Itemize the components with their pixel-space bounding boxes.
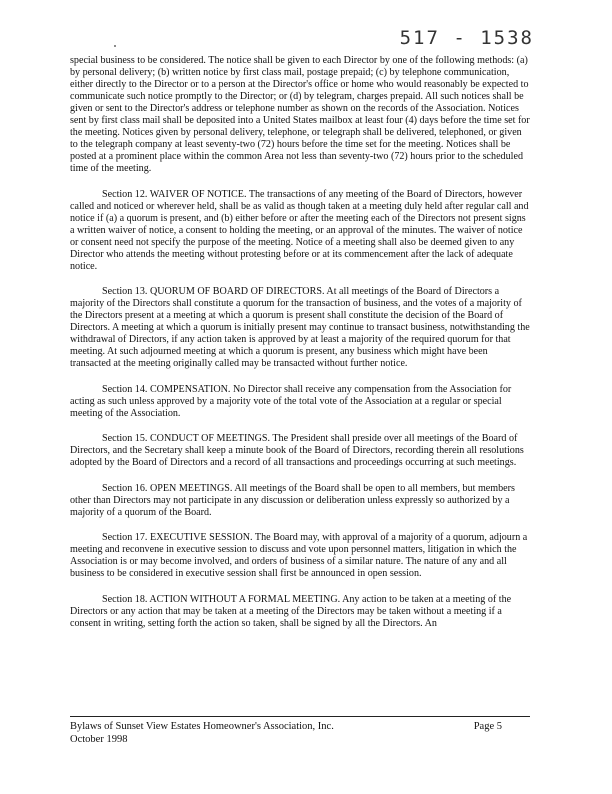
page-stamp-number: 517 - 1538 (399, 27, 534, 49)
footer-divider (70, 716, 530, 717)
paragraph-section-13: Section 13. QUORUM OF BOARD OF DIRECTORS. At all meetings of the Board of Directors a majority of the Directors shall constitute a quorum for the transaction of business, and the votes of a majority of the Directors present at a meeting at which a quorum is present shall constitute the decision of the Board of Directors. A meeting at which a quorum is initially present may continue to transact business, notwithstanding the withdrawal of Directors, if any action taken is approved by at least a majority of the required quorum for that meeting. At such adjourned meeting at which a quorum is present, any business which might have been transacted at the meeting originally called may be transacted without further notice. (70, 286, 530, 369)
paragraph-section-17: Section 17. EXECUTIVE SESSION. The Board may, with approval of a majority of a quorum, adjourn a meeting and reconvene in executive session to discuss and vote upon personnel matters, litigation in which the Association is or may become involved, and orders of business of a similar nature. The nature of any and all business to be considered in executive session shall first be announced in open session. (70, 532, 528, 579)
paragraph-notice-continuation: special business to be considered. The notice shall be given to each Director by one of the following methods: (a) by personal delivery; (b) written notice by first class mail, postage prepaid; (c) by telephone communication, either directly to the Director or to a person at the Director's office or home who would reasonably be expected to communicate such notice promptly to the Director; or (d) by telegram, charges prepaid. All such notices shall be given or sent to the Director's address or telephone number as shown on the records of the Association. Notices sent by first class mail shall be deposited into a United States mailbox at least four (4) days before the time set for the meeting. Notices given by personal delivery, telephone, or telegraph shall be delivered, telephoned, or given to the telegraph company at least seventy-two (72) hours before the time set for the meeting. Notices shall be posted at a prominent place within the common Area not less than seventy-two (72) hours prior to the scheduled time of the meeting. (70, 55, 530, 174)
paragraph-section-15: Section 15. CONDUCT OF MEETINGS. The President shall preside over all meetings of the Board of Directors, and the Secretary shall keep a minute book of the Board of Directors, recording therein all resolutions adopted by the Board of Directors and a record of all transactions and proceedings occurring at such meetings. (70, 433, 524, 468)
paragraph-section-18: Section 18. ACTION WITHOUT A FORMAL MEETING. Any action to be taken at a meeting of the Directors or any action that may be taken at a meeting of the Directors may be taken without a meeting if a consent in writing, setting forth the action so taken, shall be signed by all the Directors. An (70, 593, 512, 629)
paragraph-section-16: Section 16. OPEN MEETINGS. All meetings of the Board shall be open to all members, but members other than Directors may not participate in any discussion or deliberation unless expressly so authorized by a majority of a quorum of the Board. (70, 482, 515, 518)
paragraph-section-14: Section 14. COMPENSATION. No Director shall receive any compensation from the Association for acting as such unless approved by a majority vote of the total vote of the Association at a regular or special meeting of the Association. (70, 383, 512, 419)
scan-speck (114, 45, 116, 47)
paragraph-section-12: Section 12. WAIVER OF NOTICE. The transactions of any meeting of the Board of Directors, however called and noticed or wherever held, shall be as valid as though taken at a meeting duly held after regular call and notice if (a) a quorum is present, and (b) either before or after the meeting each of the Directors not present signs a written waiver of notice, a consent to holding the meeting, or an approval of the minutes. The waiver of notice or consent need not specify the purpose of the meeting. Notice of a meeting shall also be deemed given to any Director who attends the meeting without protesting before or at its commencement after the lack of adequate notice. (70, 188, 529, 272)
footer-document-title: Bylaws of Sunset View Estates Homeowner's Association, Inc. (70, 721, 334, 732)
footer-date: October 1998 (70, 734, 128, 745)
footer-page-number: Page 5 (473, 721, 502, 732)
page-footer (70, 720, 530, 746)
bylaws-body (70, 55, 530, 643)
